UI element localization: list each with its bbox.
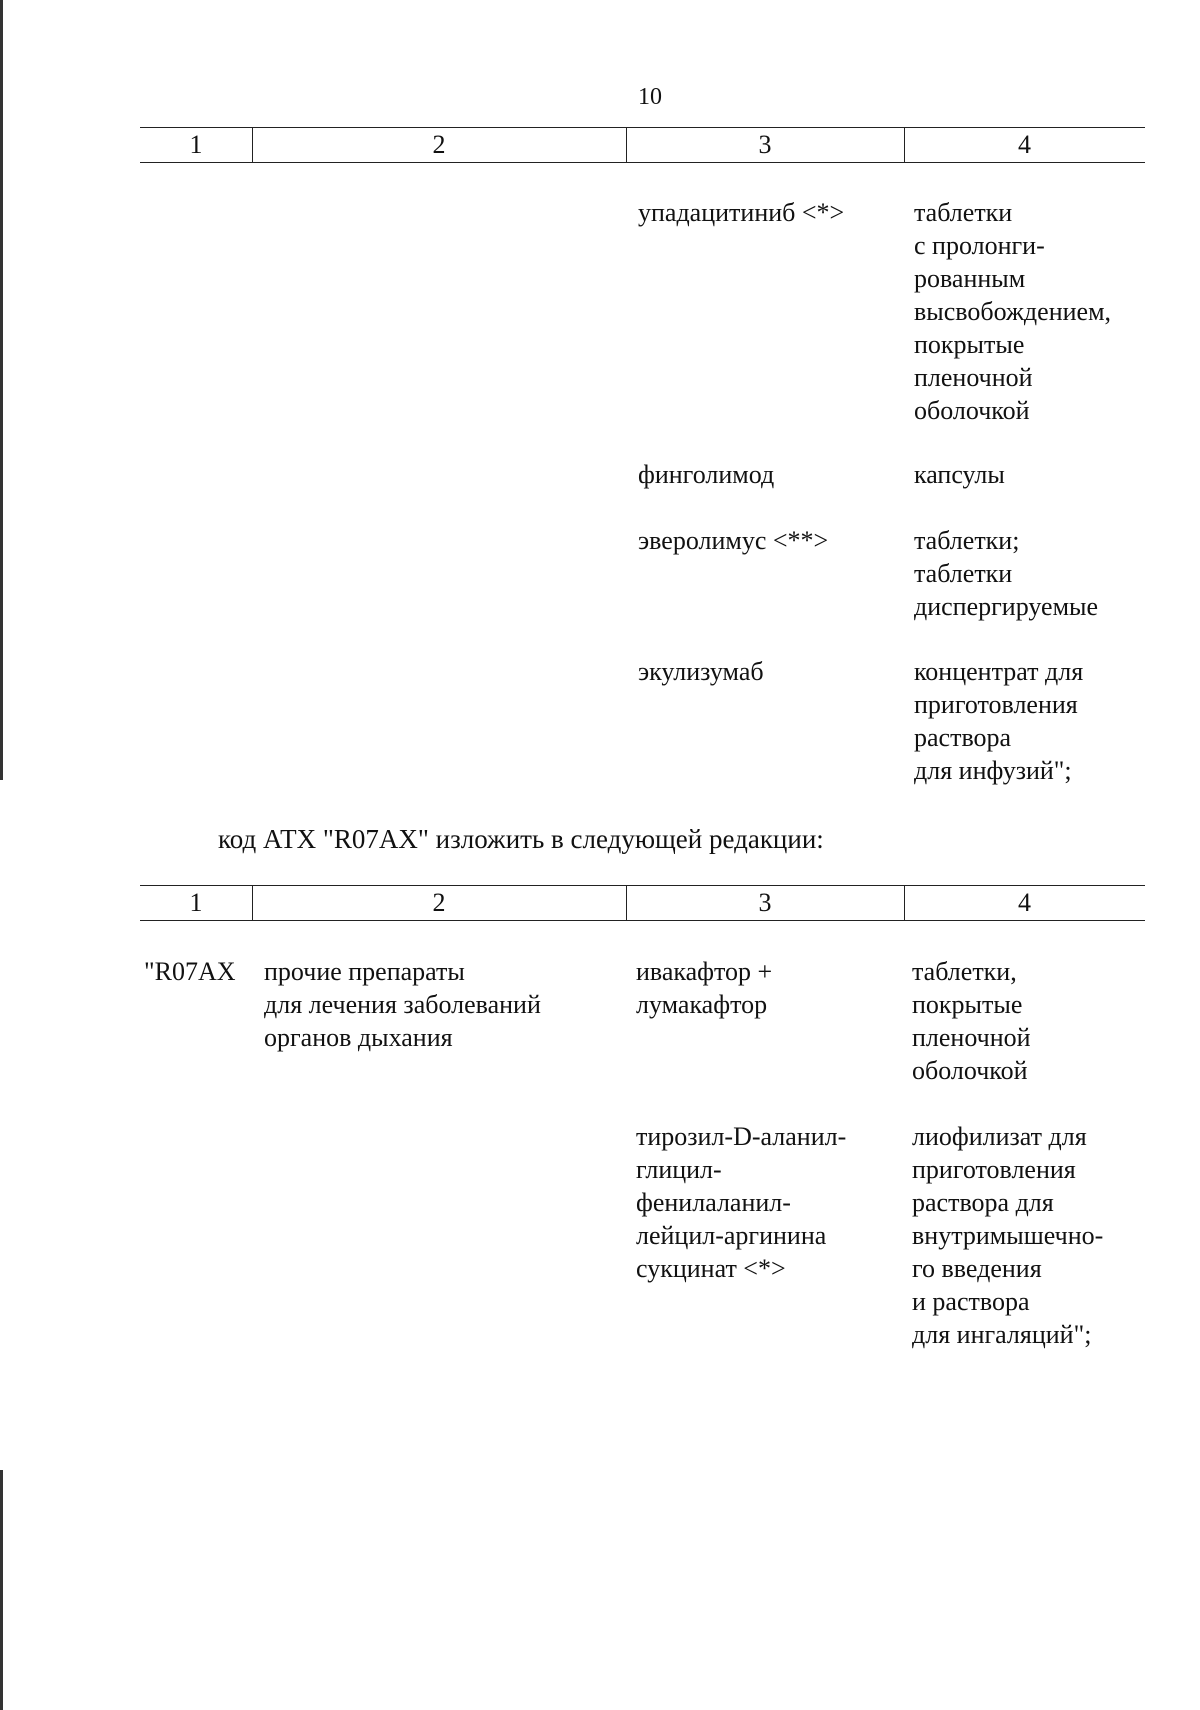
table1-header-col3: 3: [758, 130, 772, 159]
table2-row2-form: лиофилизат для приготовления раствора для внутримышечно- го введения и раствора для ингаляций";: [912, 1122, 1104, 1349]
scan-edge-bottom: [0, 1470, 3, 1710]
table1-header-col2: 2: [432, 130, 446, 159]
table1-row1-form: таблетки с пролонги- рованным высвобождением, покрытые пленочной оболочкой: [914, 198, 1112, 425]
table1-row3-substance: эверолимус <**>: [638, 526, 829, 555]
table2-header-col2: 2: [432, 888, 446, 917]
table2-row1-form: таблетки, покрытые пленочной оболочкой: [912, 957, 1031, 1085]
amendment-instruction: код АТХ "R07AX" изложить в следующей редакции:: [218, 824, 824, 854]
scan-edge-top: [0, 0, 3, 780]
table1-row4-substance: экулизумаб: [638, 657, 764, 686]
table1-row3-form: таблетки; таблетки диспергируемые: [914, 526, 1099, 621]
table2-group-name: прочие препараты для лечения заболеваний органов дыхания: [264, 957, 541, 1052]
table1-row2-form: капсулы: [914, 460, 1005, 489]
table2-header-col1: 1: [189, 888, 203, 917]
table1-row1-substance: упадацитиниб <*>: [638, 198, 845, 227]
table1-row2-substance: финголимод: [638, 460, 775, 489]
table2-header-col4: 4: [1018, 888, 1031, 917]
table2-row2-substance: тирозил-D-аланил- глицил- фенилаланил- лейцил-аргинина сукцинат <*>: [636, 1122, 847, 1283]
table2-header-col3: 3: [758, 888, 772, 917]
table2-atc-code: "R07AX: [144, 957, 236, 986]
table2-header: [140, 885, 1145, 921]
table1-row4-form: концентрат для приготовления раствора для инфузий";: [914, 657, 1084, 785]
table1-header-col1: 1: [189, 130, 203, 159]
table1-header: [140, 127, 1145, 163]
table1-header-col4: 4: [1018, 130, 1031, 159]
table2-row1-substance: ивакафтор + лумакафтор: [636, 957, 773, 1019]
page-number: 10: [638, 84, 662, 110]
